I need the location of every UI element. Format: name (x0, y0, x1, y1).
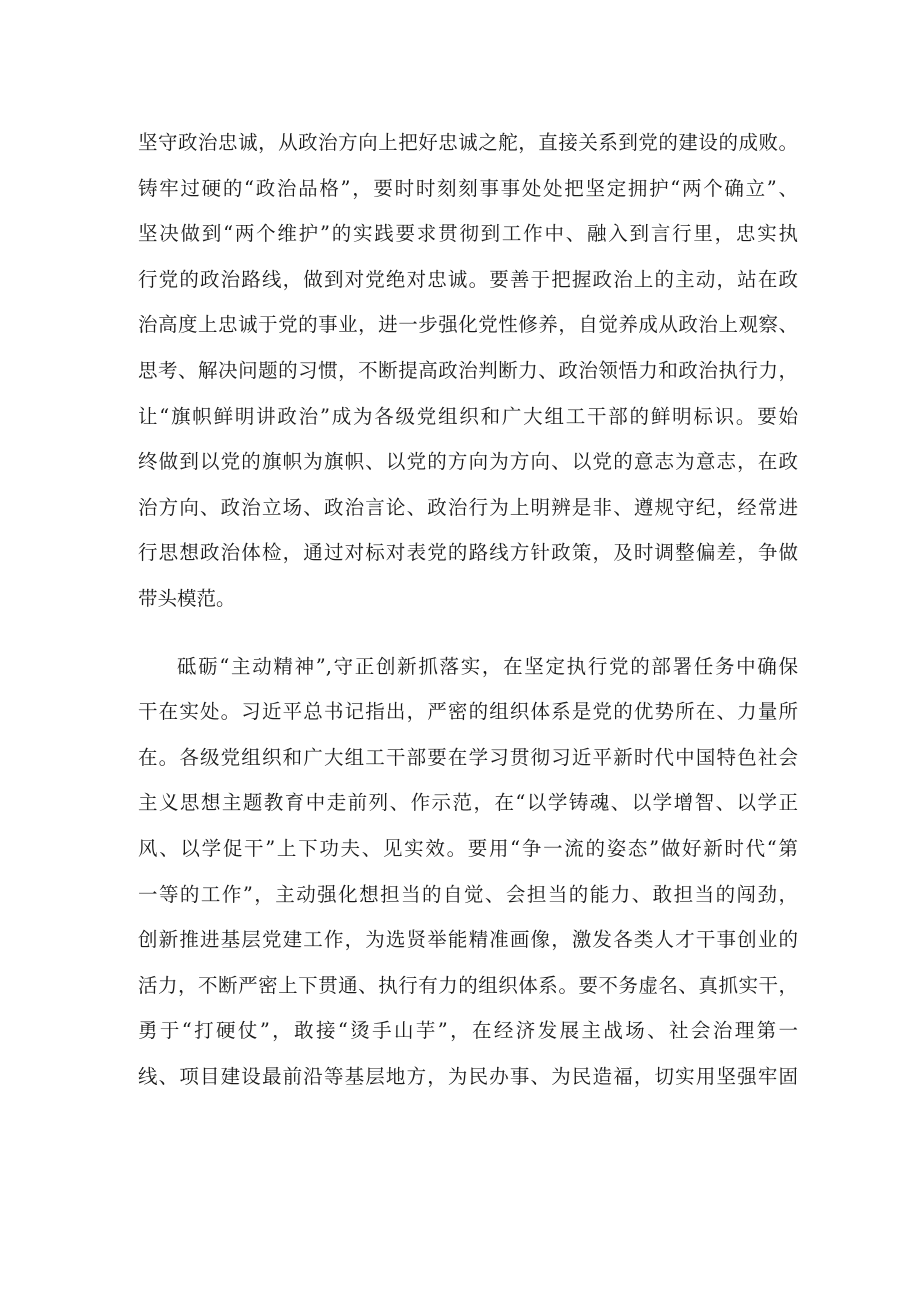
text-line: 行思想政治体检，通过对标对表党的路线方针政策，及时调整偏差，争做 (138, 541, 798, 565)
text-line: 治方向、政治立场、政治言论、政治行为上明辨是非、遵规守纪，经常进 (138, 495, 798, 519)
text-line: 勇于“打硬仗”，敢接“烫手山芋”，在经济发展主战场、社会治理第一 (138, 1019, 798, 1043)
text-line: 坚守政治忠诚，从政治方向上把好忠诚之舵，直接关系到党的建设的成败。 (138, 131, 798, 154)
text-line: 终做到以党的旗帜为旗帜、以党的方向为方向、以党的意志为意志，在政 (138, 450, 798, 474)
text-line: 创新推进基层党建工作，为选贤举能精准画像，激发各类人才干事创业的 (138, 928, 798, 952)
text-line: 一等的工作”，主动强化想担当的自觉、会担当的能力、敢担当的闯劲， (138, 882, 798, 906)
text-line: 干在实处。习近平总书记指出，严密的组织体系是党的优势所在、力量所 (138, 700, 798, 724)
paragraph-2 (138, 644, 798, 1100)
text-line: 带头模范。 (138, 586, 236, 610)
text-line: 行党的政治路线，做到对党绝对忠诚。要善于把握政治上的主动，站在政 (138, 267, 798, 291)
document-body (138, 120, 798, 1099)
paragraph-spacer (138, 622, 798, 644)
text-line: 线、项目建设最前沿等基层地方，为民办事、为民造福，切实用坚强牢固 (138, 1064, 798, 1088)
text-line: 砥砺“主动精神”,守正创新抓落实，在坚定执行党的部署任务中确保 (177, 654, 798, 678)
text-line: 坚决做到“两个维护”的实践要求贯彻到工作中、融入到言行里，忠实执 (138, 222, 798, 246)
text-line: 在。各级党组织和广大组工干部要在学习贯彻习近平新时代中国特色社会 (138, 745, 798, 769)
text-line: 治高度上忠诚于党的事业，进一步强化党性修养，自觉养成从政治上观察、 (138, 313, 798, 337)
text-line: 让“旗帜鲜明讲政治”成为各级党组织和广大组工干部的鲜明标识。要始 (138, 404, 798, 428)
text-line: 铸牢过硬的“政治品格”，要时时刻刻事事处处把坚定拥护“两个确立”、 (138, 176, 798, 200)
text-line: 思考、解决问题的习惯，不断提高政治判断力、政治领悟力和政治执行力， (138, 358, 798, 382)
paragraph-1 (138, 120, 798, 622)
text-line: 风、以学促干”上下功夫、见实效。要用“争一流的姿态”做好新时代“第 (138, 836, 798, 860)
text-line: 活力，不断严密上下贯通、执行有力的组织体系。要不务虚名、真抓实干， (138, 973, 798, 997)
text-line: 主义思想主题教育中走前列、作示范，在“以学铸魂、以学增智、以学正 (138, 791, 798, 815)
